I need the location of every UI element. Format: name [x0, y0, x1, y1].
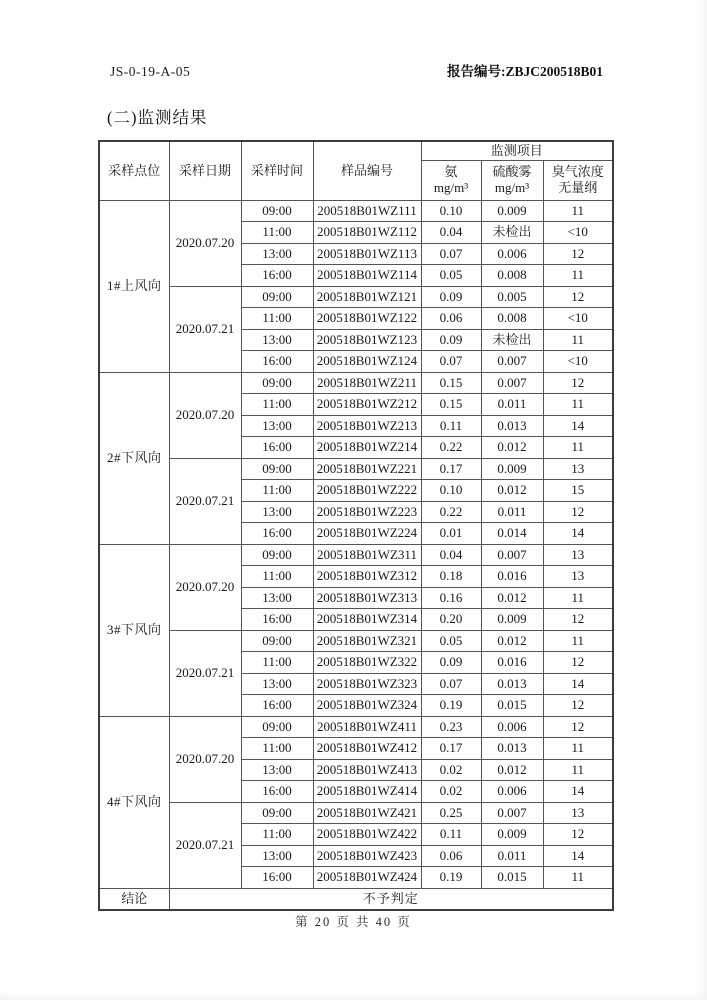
sulfuric-mist-value-cell: 0.007 — [481, 802, 543, 824]
sample-id-cell: 200518B01WZ222 — [313, 480, 421, 502]
doc-header — [110, 60, 603, 80]
sampling-time-cell: 16:00 — [241, 351, 313, 373]
sample-id-cell: 200518B01WZ311 — [313, 544, 421, 566]
ammonia-value-cell: 0.22 — [421, 501, 481, 523]
ammonia-value-cell: 0.09 — [421, 286, 481, 308]
sampling-date-cell: 2020.07.20 — [169, 200, 241, 286]
ammonia-value-cell: 0.10 — [421, 480, 481, 502]
odor-value-cell: 13 — [543, 544, 613, 566]
table-row — [99, 458, 613, 480]
sulfuric-mist-value-cell: 0.009 — [481, 609, 543, 631]
sulfuric-mist-value-cell: 0.013 — [481, 673, 543, 695]
sampling-date-cell: 2020.07.20 — [169, 544, 241, 630]
ammonia-value-cell: 0.09 — [421, 652, 481, 674]
sulfuric-mist-value-cell: 0.011 — [481, 845, 543, 867]
ammonia-value-cell: 0.19 — [421, 695, 481, 717]
sampling-time-cell: 13:00 — [241, 759, 313, 781]
odor-value-cell: <10 — [543, 222, 613, 244]
sulfuric-mist-value-cell: 0.016 — [481, 566, 543, 588]
odor-value-cell: 12 — [543, 824, 613, 846]
sample-id-cell: 200518B01WZ424 — [313, 867, 421, 889]
ammonia-value-cell: 0.02 — [421, 781, 481, 803]
odor-value-cell: 11 — [543, 738, 613, 760]
sampling-time-cell: 16:00 — [241, 437, 313, 459]
sample-id-cell: 200518B01WZ211 — [313, 372, 421, 394]
sulfuric-mist-value-cell: 未检出 — [481, 222, 543, 244]
sulfuric-mist-value-cell: 0.006 — [481, 716, 543, 738]
col-header-odor-concentration — [543, 160, 613, 200]
odor-value-cell: 12 — [543, 609, 613, 631]
sample-id-cell: 200518B01WZ213 — [313, 415, 421, 437]
ammonia-value-cell: 0.04 — [421, 544, 481, 566]
sulfuric-mist-value-cell: 未检出 — [481, 329, 543, 351]
col-header-sampling-time: 采样时间 — [241, 141, 313, 200]
ammonia-value-cell: 0.05 — [421, 265, 481, 287]
sampling-time-cell: 16:00 — [241, 867, 313, 889]
sampling-time-cell: 09:00 — [241, 200, 313, 222]
odor-value-cell: 11 — [543, 329, 613, 351]
ammonia-value-cell: 0.07 — [421, 243, 481, 265]
sampling-point-cell: 3#下风向 — [99, 544, 169, 716]
ammonia-value-cell: 0.07 — [421, 673, 481, 695]
sampling-date-cell: 2020.07.21 — [169, 802, 241, 888]
odor-value-cell: 11 — [543, 394, 613, 416]
sulfuric-mist-value-cell: 0.008 — [481, 308, 543, 330]
sampling-time-cell: 09:00 — [241, 544, 313, 566]
conclusion-row — [99, 888, 613, 910]
odor-value-cell: 12 — [543, 286, 613, 308]
sample-id-cell: 200518B01WZ224 — [313, 523, 421, 545]
sampling-time-cell: 11:00 — [241, 308, 313, 330]
page-footer: 第 20 页 共 40 页 — [295, 915, 412, 929]
monitoring-results-table — [98, 140, 614, 911]
sampling-time-cell: 09:00 — [241, 716, 313, 738]
sample-id-cell: 200518B01WZ423 — [313, 845, 421, 867]
odor-value-cell: 12 — [543, 652, 613, 674]
sampling-time-cell: 09:00 — [241, 802, 313, 824]
sampling-time-cell: 11:00 — [241, 824, 313, 846]
table-row — [99, 802, 613, 824]
sample-id-cell: 200518B01WZ412 — [313, 738, 421, 760]
sampling-time-cell: 09:00 — [241, 630, 313, 652]
odor-value-cell: 11 — [543, 200, 613, 222]
ammonia-value-cell: 0.04 — [421, 222, 481, 244]
sampling-point-cell: 2#下风向 — [99, 372, 169, 544]
sampling-time-cell: 09:00 — [241, 286, 313, 308]
sample-id-cell: 200518B01WZ312 — [313, 566, 421, 588]
sulfuric-mist-value-cell: 0.005 — [481, 286, 543, 308]
sulfuric-mist-value-cell: 0.016 — [481, 652, 543, 674]
sample-id-cell: 200518B01WZ313 — [313, 587, 421, 609]
odor-value-cell: 13 — [543, 566, 613, 588]
sampling-date-cell: 2020.07.20 — [169, 716, 241, 802]
sampling-time-cell: 16:00 — [241, 695, 313, 717]
report-number: 报告编号:ZBJC200518B01 — [446, 64, 603, 79]
sampling-time-cell: 13:00 — [241, 243, 313, 265]
sample-id-cell: 200518B01WZ324 — [313, 695, 421, 717]
sampling-date-cell: 2020.07.21 — [169, 630, 241, 716]
sample-id-cell: 200518B01WZ421 — [313, 802, 421, 824]
odor-value-cell: 14 — [543, 673, 613, 695]
sample-id-cell: 200518B01WZ314 — [313, 609, 421, 631]
sampling-time-cell: 16:00 — [241, 265, 313, 287]
sulfuric-mist-value-cell: 0.013 — [481, 415, 543, 437]
table-row — [99, 372, 613, 394]
sulfuric-mist-value-cell: 0.012 — [481, 759, 543, 781]
ammonia-value-cell: 0.11 — [421, 824, 481, 846]
sampling-time-cell: 11:00 — [241, 738, 313, 760]
sampling-time-cell: 13:00 — [241, 329, 313, 351]
odor-value-cell: 11 — [543, 759, 613, 781]
sulfuric-mist-value-cell: 0.012 — [481, 437, 543, 459]
ammonia-value-cell: 0.15 — [421, 394, 481, 416]
sampling-time-cell: 13:00 — [241, 845, 313, 867]
sampling-time-cell: 11:00 — [241, 222, 313, 244]
sample-id-cell: 200518B01WZ214 — [313, 437, 421, 459]
sample-id-cell: 200518B01WZ123 — [313, 329, 421, 351]
ammonia-unit: mg/m³ — [433, 180, 469, 195]
ammonia-value-cell: 0.25 — [421, 802, 481, 824]
odor-value-cell: 12 — [543, 243, 613, 265]
odor-value-cell: 14 — [543, 845, 613, 867]
table-row — [99, 630, 613, 652]
odor-value-cell: <10 — [543, 308, 613, 330]
sample-id-cell: 200518B01WZ322 — [313, 652, 421, 674]
sampling-date-cell: 2020.07.21 — [169, 286, 241, 372]
sample-id-cell: 200518B01WZ122 — [313, 308, 421, 330]
ammonia-value-cell: 0.17 — [421, 738, 481, 760]
sample-id-cell: 200518B01WZ411 — [313, 716, 421, 738]
odor-value-cell: 11 — [543, 867, 613, 889]
sample-id-cell: 200518B01WZ223 — [313, 501, 421, 523]
sampling-time-cell: 11:00 — [241, 480, 313, 502]
sample-id-cell: 200518B01WZ112 — [313, 222, 421, 244]
col-header-ammonia — [421, 160, 481, 200]
sulfuric-mist-value-cell: 0.011 — [481, 394, 543, 416]
ammonia-value-cell: 0.02 — [421, 759, 481, 781]
sample-id-cell: 200518B01WZ413 — [313, 759, 421, 781]
col-header-monitoring-items: 监测项目 — [421, 141, 613, 160]
sample-id-cell: 200518B01WZ414 — [313, 781, 421, 803]
ammonia-value-cell: 0.19 — [421, 867, 481, 889]
sulfuric-mist-value-cell: 0.009 — [481, 824, 543, 846]
ammonia-value-cell: 0.06 — [421, 845, 481, 867]
odor-value-cell: 11 — [543, 630, 613, 652]
odor-value-cell: 11 — [543, 587, 613, 609]
sulfuric-mist-value-cell: 0.012 — [481, 630, 543, 652]
sulfuric-mist-value-cell: 0.009 — [481, 200, 543, 222]
col-header-sample-id: 样品编号 — [313, 141, 421, 200]
ammonia-value-cell: 0.23 — [421, 716, 481, 738]
sampling-time-cell: 13:00 — [241, 415, 313, 437]
sulfuric-mist-unit: mg/m³ — [494, 180, 530, 195]
odor-value-cell: 14 — [543, 523, 613, 545]
sulfuric-mist-value-cell: 0.013 — [481, 738, 543, 760]
ammonia-value-cell: 0.22 — [421, 437, 481, 459]
table-row — [99, 716, 613, 738]
sulfuric-mist-value-cell: 0.012 — [481, 587, 543, 609]
sample-id-cell: 200518B01WZ321 — [313, 630, 421, 652]
odor-value-cell: 12 — [543, 716, 613, 738]
ammonia-value-cell: 0.20 — [421, 609, 481, 631]
sulfuric-mist-value-cell: 0.011 — [481, 501, 543, 523]
conclusion-value: 不予判定 — [169, 888, 613, 910]
sulfuric-mist-value-cell: 0.008 — [481, 265, 543, 287]
sulfuric-mist-value-cell: 0.007 — [481, 351, 543, 373]
sampling-point-cell: 4#下风向 — [99, 716, 169, 888]
sulfuric-mist-value-cell: 0.015 — [481, 867, 543, 889]
sulfuric-mist-value-cell: 0.006 — [481, 781, 543, 803]
sampling-time-cell: 16:00 — [241, 523, 313, 545]
sulfuric-mist-name: 硫酸雾 — [492, 163, 532, 179]
odor-value-cell: 14 — [543, 781, 613, 803]
ammonia-value-cell: 0.15 — [421, 372, 481, 394]
sampling-time-cell: 13:00 — [241, 587, 313, 609]
odor-value-cell: 13 — [543, 458, 613, 480]
sampling-date-cell: 2020.07.21 — [169, 458, 241, 544]
odor-unit: 无量纲 — [558, 180, 598, 195]
sampling-point-cell: 1#上风向 — [99, 200, 169, 372]
ammonia-value-cell: 0.17 — [421, 458, 481, 480]
odor-value-cell: 12 — [543, 372, 613, 394]
sample-id-cell: 200518B01WZ212 — [313, 394, 421, 416]
sampling-time-cell: 16:00 — [241, 781, 313, 803]
sample-id-cell: 200518B01WZ323 — [313, 673, 421, 695]
table-body — [99, 200, 613, 888]
sulfuric-mist-value-cell: 0.012 — [481, 480, 543, 502]
ammonia-value-cell: 0.11 — [421, 415, 481, 437]
sample-id-cell: 200518B01WZ124 — [313, 351, 421, 373]
odor-value-cell: 12 — [543, 695, 613, 717]
table-header — [99, 141, 613, 200]
odor-value-cell: 13 — [543, 802, 613, 824]
sample-id-cell: 200518B01WZ121 — [313, 286, 421, 308]
col-header-sampling-point: 采样点位 — [99, 141, 169, 200]
sampling-time-cell: 09:00 — [241, 372, 313, 394]
ammonia-name: 氨 — [444, 163, 458, 179]
sampling-time-cell: 11:00 — [241, 566, 313, 588]
ammonia-value-cell: 0.16 — [421, 587, 481, 609]
sulfuric-mist-value-cell: 0.007 — [481, 372, 543, 394]
odor-value-cell: <10 — [543, 351, 613, 373]
sample-id-cell: 200518B01WZ113 — [313, 243, 421, 265]
sulfuric-mist-value-cell: 0.006 — [481, 243, 543, 265]
odor-value-cell: 14 — [543, 415, 613, 437]
sampling-time-cell: 13:00 — [241, 673, 313, 695]
sulfuric-mist-value-cell: 0.015 — [481, 695, 543, 717]
sample-id-cell: 200518B01WZ114 — [313, 265, 421, 287]
sulfuric-mist-value-cell: 0.009 — [481, 458, 543, 480]
ammonia-value-cell: 0.06 — [421, 308, 481, 330]
ammonia-value-cell: 0.01 — [421, 523, 481, 545]
header-row-group — [99, 141, 613, 160]
doc-code: JS-0-19-A-05 — [110, 64, 191, 79]
ammonia-value-cell: 0.07 — [421, 351, 481, 373]
sample-id-cell: 200518B01WZ111 — [313, 200, 421, 222]
odor-value-cell: 11 — [543, 265, 613, 287]
table-row — [99, 286, 613, 308]
sulfuric-mist-value-cell: 0.014 — [481, 523, 543, 545]
sampling-date-cell: 2020.07.20 — [169, 372, 241, 458]
col-header-sulfuric-mist — [481, 160, 543, 200]
ammonia-value-cell: 0.18 — [421, 566, 481, 588]
odor-value-cell: 15 — [543, 480, 613, 502]
sampling-time-cell: 13:00 — [241, 501, 313, 523]
col-header-sampling-date: 采样日期 — [169, 141, 241, 200]
table-row — [99, 200, 613, 222]
ammonia-value-cell: 0.09 — [421, 329, 481, 351]
sample-id-cell: 200518B01WZ422 — [313, 824, 421, 846]
ammonia-value-cell: 0.05 — [421, 630, 481, 652]
sample-id-cell: 200518B01WZ221 — [313, 458, 421, 480]
section-title: (二)监测结果 — [107, 108, 208, 127]
sampling-time-cell: 11:00 — [241, 652, 313, 674]
table-conclusion — [99, 888, 613, 910]
conclusion-label: 结论 — [99, 888, 169, 910]
sampling-time-cell: 09:00 — [241, 458, 313, 480]
sulfuric-mist-value-cell: 0.007 — [481, 544, 543, 566]
sampling-time-cell: 11:00 — [241, 394, 313, 416]
odor-value-cell: 12 — [543, 501, 613, 523]
odor-name: 臭气浓度 — [551, 163, 604, 179]
sampling-time-cell: 16:00 — [241, 609, 313, 631]
odor-value-cell: 11 — [543, 437, 613, 459]
ammonia-value-cell: 0.10 — [421, 200, 481, 222]
table-row — [99, 544, 613, 566]
